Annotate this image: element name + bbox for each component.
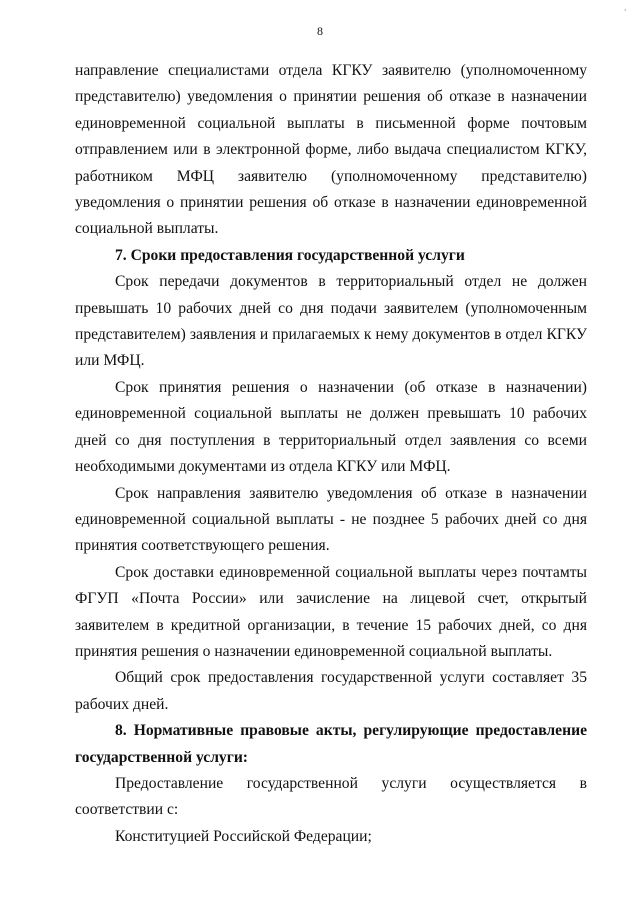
- body-text: [75, 58, 587, 850]
- paragraph-total-deadline: Общий срок предоставления государственной услуги составляет 35 рабочих дней.: [75, 669, 587, 713]
- paragraph-constitution: Конституцией Российской Федерации;: [115, 827, 372, 845]
- paragraph-legal-basis: Предоставление государственной услуги осуществляется в соответствии с:: [75, 774, 587, 819]
- paragraph-transfer-deadline: Срок передачи документов в территориальный отдел не должен превышать 10 рабочих дней со дня подачи заявителем (уполномоченным представителем) заявления и прилагаемых к нему документов в отдел КГКУ или МФЦ.: [75, 273, 587, 370]
- section-7-heading: 7. Сроки предоставления государственной услуги: [115, 246, 465, 264]
- section-8-heading: 8. Нормативные правовые акты, регулирующие предоставление государственной услуги:: [75, 722, 587, 766]
- page-number: 8: [317, 24, 323, 38]
- paragraph-continuation: направление специалистами отдела КГКУ заявителю (уполномоченному представителю) уведомления о принятии решения об отказе в назначении единовременной социальной выплаты в письменной форме почтовым отправлением или в электронной форме, либо выдача специалистом КГКУ, работником МФЦ заявителю (уполномоченному представителю) уведомления о принятии решения об отказе в назначении единовременной социальной выплаты.: [75, 62, 587, 238]
- paragraph-decision-deadline: Срок принятия решения о назначении (об отказе в назначении) единовременной социальной выплаты не должен превышать 10 рабочих дней со дня поступления в территориальный отдел заявления со всеми необходимыми документами из отдела КГКУ или МФЦ.: [75, 378, 587, 476]
- paragraph-delivery-deadline: Срок доставки единовременной социальной выплаты через почтамты ФГУП «Почта России» или зачисление на лицевой счет, открытый заявителем в кредитной организации, в течение 15 рабочих дней, со дня принятия решения о назначении единовременной социальной выплаты.: [75, 563, 587, 660]
- paragraph-notification-deadline: Срок направления заявителю уведомления об отказе в назначении единовременной социальной выплаты - не позднее 5 рабочих дней со дня принятия соответствующего решения.: [75, 484, 587, 555]
- corner-mark: ': [624, 8, 626, 19]
